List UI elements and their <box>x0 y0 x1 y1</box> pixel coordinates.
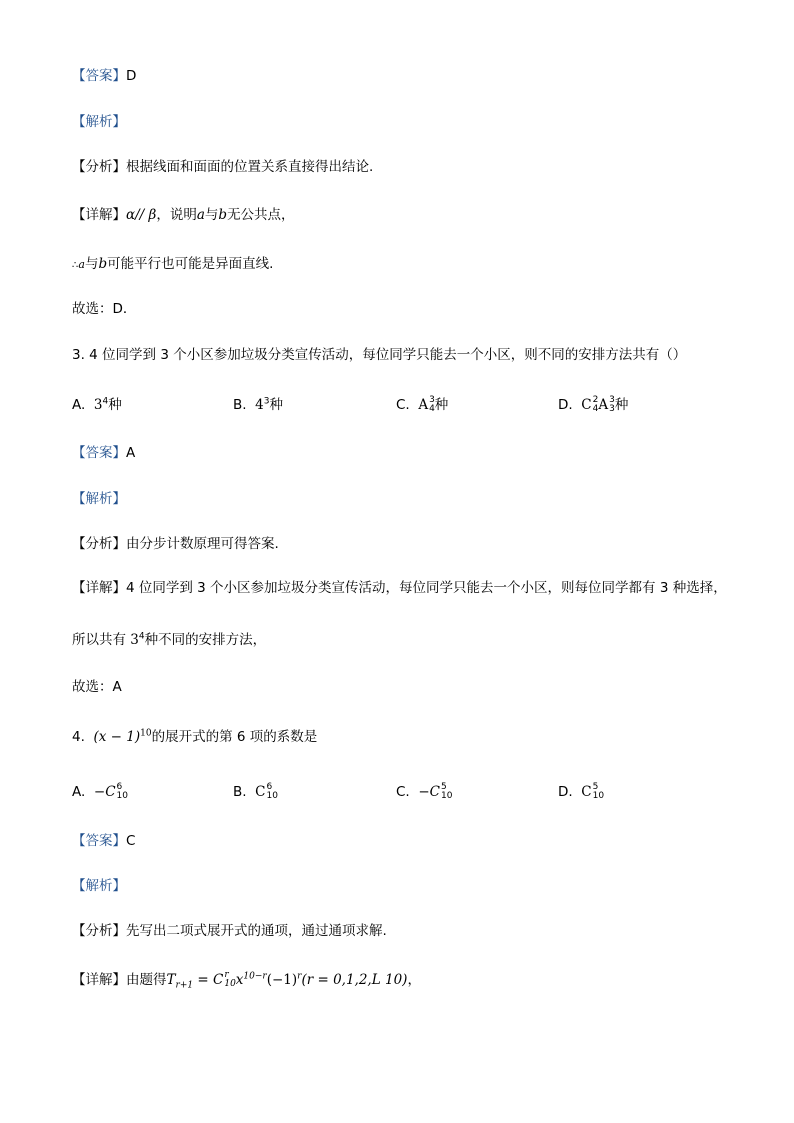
option-indices <box>267 783 278 801</box>
option-exp: 3 <box>263 396 270 407</box>
option-base: 3 <box>93 397 103 413</box>
answer-value: D <box>126 68 137 84</box>
option-indices <box>117 783 128 801</box>
q3-choose-line <box>72 677 122 697</box>
option-label: C. <box>396 397 410 413</box>
option-sub: 4 <box>429 404 435 414</box>
option-label: D. <box>558 784 573 800</box>
term-C-indices <box>224 971 235 989</box>
detail-tag: 【详解】 <box>72 207 126 223</box>
option-expr: −C <box>418 784 440 800</box>
q2-fenxi-line <box>72 157 373 177</box>
option-sup: 3 <box>429 395 435 405</box>
with-text: 与 <box>204 207 219 223</box>
question-stem: 的展开式的第 6 项的系数是 <box>151 729 318 745</box>
q3-answer-line <box>72 443 135 463</box>
parallel-symbol: // <box>135 207 145 223</box>
detail-text2: 无公共点， <box>227 207 295 223</box>
option-unit: 种 <box>614 397 629 413</box>
option-label: A. <box>72 784 86 800</box>
q4-stem <box>72 727 317 747</box>
option-label: A. <box>72 397 86 413</box>
result-pre: 所以共有 <box>72 632 131 648</box>
option-sub: 3 <box>609 404 615 414</box>
q3-stem <box>72 345 686 365</box>
option-expr: C <box>581 784 592 800</box>
fenxi-text: 先写出二项式展开式的通项，通过通项求解. <box>126 923 387 939</box>
option-unit: 种 <box>108 397 122 413</box>
q4-option-c <box>396 782 452 802</box>
option-label: B. <box>233 784 247 800</box>
option-label: C. <box>396 784 410 800</box>
var-a: a <box>78 258 85 271</box>
answer-tag: 【答案】 <box>72 445 126 461</box>
q3-result-line <box>72 630 266 650</box>
term-range: (r = 0,1,2,L 10) <box>301 972 408 988</box>
result-base: 3 <box>130 632 139 648</box>
answer-tag: 【答案】 <box>72 68 126 84</box>
option-label: D. <box>558 397 573 413</box>
option-exp: 4 <box>102 396 109 407</box>
option-sub: 10 <box>116 791 128 801</box>
q4-option-a <box>72 782 128 802</box>
q3-detail-line <box>72 578 727 598</box>
detail-tag: 【详解】 <box>72 972 126 988</box>
option-sub: 4 <box>592 404 599 414</box>
term-x: x <box>235 972 244 988</box>
analysis-tag: 【解析】 <box>72 491 126 507</box>
fenxi-text: 由分步计数原理可得答案. <box>126 536 279 552</box>
detail-tag: 【详解】 <box>72 580 126 596</box>
fenxi-tag: 【分析】 <box>72 159 126 175</box>
result-exp: 4 <box>138 631 145 642</box>
choose-text: 故选：D． <box>72 301 137 317</box>
option-symbol: A <box>598 397 609 413</box>
detail-tail: ， <box>407 972 421 988</box>
option-indices <box>441 783 452 801</box>
q3-option-d <box>558 395 628 415</box>
term-T: T <box>166 972 176 988</box>
with-text: 与 <box>84 256 99 272</box>
option-base: 4 <box>255 397 264 413</box>
option-label: B. <box>233 397 247 413</box>
q4-fenxi-line <box>72 921 387 941</box>
result-post: 种不同的安排方法， <box>144 632 267 648</box>
q3-analysis-line <box>72 489 126 509</box>
option-sup: 2 <box>592 395 599 405</box>
term-x-sup: 10−r <box>243 971 267 982</box>
option-sup: 6 <box>116 782 123 792</box>
term-C: C <box>213 972 224 988</box>
option-expr: C <box>255 784 266 800</box>
var-a: a <box>196 207 205 223</box>
therefore-text: 可能平行也可能是异面直线. <box>107 256 274 272</box>
q3-option-c <box>396 395 448 415</box>
option-sup: 5 <box>440 782 447 792</box>
q2-answer-line <box>72 66 136 86</box>
q4-detail-line <box>72 970 421 990</box>
term-neg1-sup: r <box>297 971 302 982</box>
beta-symbol: β <box>148 207 157 223</box>
fenxi-text: 根据线面和面面的位置关系直接得出结论. <box>126 159 374 175</box>
fenxi-tag: 【分析】 <box>72 536 126 552</box>
option-indices <box>593 783 604 801</box>
q4-analysis-line <box>72 876 126 896</box>
detail-pre: 由题得 <box>126 972 167 988</box>
question-stem: 3. 4 位同学到 3 个小区参加垃圾分类宣传活动，每位同学只能去一个小区，则不同的安排方法共有（） <box>72 347 687 363</box>
fenxi-tag: 【分析】 <box>72 923 126 939</box>
q4-answer-line <box>72 831 135 851</box>
var-b: b <box>98 256 108 272</box>
term-T-sub: r+1 <box>175 980 194 991</box>
answer-value: C <box>126 833 136 849</box>
detail-text1: ，说明 <box>156 207 197 223</box>
q3-option-b <box>233 395 283 415</box>
answer-tag: 【答案】 <box>72 833 126 849</box>
term-C-sup: r <box>224 970 229 980</box>
q2-therefore-line <box>72 254 273 276</box>
option-sub: 10 <box>266 791 278 801</box>
option-symbol: C <box>581 397 592 413</box>
q2-detail-line <box>72 205 295 225</box>
option-symbol: A <box>418 397 429 413</box>
option-sup: 6 <box>266 782 273 792</box>
equals-sign: = <box>193 972 213 988</box>
analysis-tag: 【解析】 <box>72 878 126 894</box>
expression-base: (x − 1) <box>93 729 141 745</box>
q2-analysis-line <box>72 112 126 132</box>
option-sub: 10 <box>592 791 605 801</box>
q4-option-b <box>233 782 278 802</box>
q2-choose-line <box>72 299 136 319</box>
answer-value: A <box>126 445 136 461</box>
choose-text: 故选：A <box>72 679 122 695</box>
q3-option-a <box>72 395 122 415</box>
detail-text: 4 位同学到 3 个小区参加垃圾分类宣传活动，每位同学只能去一个小区，则每位同学都有 3 种选择， <box>126 580 727 596</box>
option-unit: 种 <box>434 397 449 413</box>
term-C-sub: 10 <box>224 979 236 989</box>
q4-option-d <box>558 782 604 802</box>
question-number: 4. <box>72 729 85 745</box>
q3-fenxi-line <box>72 534 279 554</box>
var-b: b <box>218 207 228 223</box>
expression-exp: 10 <box>140 728 152 739</box>
alpha-symbol: α <box>126 207 136 223</box>
option-sup: 5 <box>592 782 599 792</box>
therefore-symbol: ∴ <box>72 260 79 271</box>
analysis-tag: 【解析】 <box>72 114 126 130</box>
option-expr: −C <box>93 784 116 800</box>
option-sup: 3 <box>609 395 615 405</box>
option-unit: 种 <box>269 397 283 413</box>
term-neg1: (−1) <box>266 972 298 988</box>
option-sub: 10 <box>440 791 453 801</box>
